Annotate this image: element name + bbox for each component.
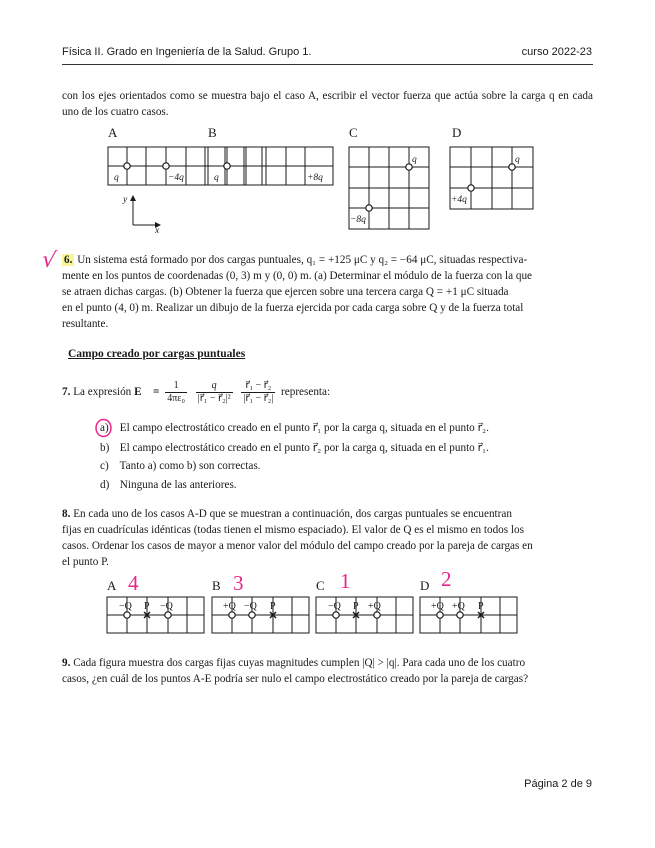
problem7-tail: representa: — [281, 386, 331, 399]
page-number: Página 2 de 9 — [524, 778, 592, 790]
fig8-A-label-2: P — [144, 601, 150, 612]
fig5-charge-D-other — [468, 185, 474, 191]
option-d-label: d) — [100, 479, 110, 491]
problem9-number: 9. — [62, 657, 71, 669]
fig5-case-D: D — [452, 125, 462, 140]
problem9-line2: casos, ¿en cuál de los puntos A-E podría ser nulo el campo electrostático creado por la pareja de cargas? — [62, 673, 529, 685]
problem6-line5: resultante. — [62, 318, 109, 330]
fig8-case-A: A — [107, 578, 117, 593]
fig8-rank-D: 2 — [441, 567, 452, 591]
fig5-label-D-other: +4q — [451, 195, 467, 205]
option-b — [100, 441, 489, 454]
frac3-num: r⃗₁ − r⃗₂ — [241, 380, 275, 393]
frac1-den: 4πε₀ — [167, 393, 185, 404]
problem8-line4: el punto P. — [62, 556, 109, 568]
fig8-B-label-3: P — [270, 601, 276, 612]
fig5-charge-A-q — [124, 163, 130, 169]
fig5-charge-A-other — [163, 163, 169, 169]
fig8-D-label-2: +Q — [452, 601, 465, 612]
fig8-case-C: C — [316, 578, 325, 593]
fig8-rank-A: 4 — [128, 571, 139, 595]
header-rule — [62, 64, 593, 65]
header-title: Física II. Grado en Ingeniería de la Salud. Grupo 1. — [62, 46, 312, 58]
fig8-A-label-3: −Q — [160, 601, 173, 612]
fig5-case-C: C — [349, 125, 358, 140]
option-d — [100, 479, 237, 491]
fig5-label-B-q: q — [214, 173, 219, 183]
problem6-number: 6. — [64, 254, 73, 266]
fig5-label-C-other: −8q — [350, 215, 366, 225]
fig8-rank-B: 3 — [233, 571, 244, 595]
problem6-line4: en el punto (4, 0) m. Realizar un dibujo de la fuerza ejercida por cada carga sobre Q y de la fuerza total — [62, 302, 524, 314]
problem7-E: E⃗ = — [134, 386, 160, 399]
frac2-den: |r⃗₁ − r⃗₂|² — [197, 393, 231, 404]
section-title: Campo creado por cargas puntuales — [68, 348, 246, 360]
fig5-case-A: A — [108, 125, 118, 140]
problem6-text — [62, 252, 593, 332]
header-course: curso 2022-23 — [521, 46, 592, 58]
frac2-num: q — [196, 380, 233, 393]
fig5-charge-C-other — [366, 205, 372, 211]
fig8-case-B: B — [212, 578, 221, 593]
intro-paragraph: con los ejes orientados como se muestra bajo el caso A, escribir el vector fuerza que actúa sobre la carga q en cada uno de los cuatro casos. — [62, 90, 593, 118]
fig5-label-D-q: q — [515, 155, 520, 165]
fig8-D-label-1: +Q — [431, 601, 444, 612]
frac1-num: 1 — [165, 380, 187, 393]
problem9-text — [62, 655, 593, 687]
fig5-label-A-other: −4q — [168, 173, 184, 183]
fig8-C-label-2: P — [353, 601, 359, 612]
option-c-text: Tanto a) como b) son correctas. — [119, 460, 261, 472]
problem8-line2: fijas en cuadrículas idénticas (todas tienen el mismo espaciado). El valor de Q es el mismo en todos los — [62, 524, 524, 536]
problem9-line1: Cada figura muestra dos cargas fijas cuyas magnitudes cumplen |Q| > |q|. Para cada uno de los cuatro — [73, 657, 526, 669]
problem7-number: 7. — [62, 386, 71, 399]
option-b-label: b) — [100, 442, 110, 454]
fig5-figure — [100, 122, 540, 234]
fig5-label-B-other: +8q — [307, 173, 323, 183]
frac3-den: |r⃗₁ − r⃗₂| — [243, 393, 274, 404]
fig8-C-label-1: −Q — [328, 601, 341, 612]
problem6-line2: mente en los puntos de coordenadas (0, 3) m y (0, 0) m. (a) Determinar el módulo de la fuerza con la que — [62, 270, 533, 282]
fig8-rank-C: 1 — [340, 569, 351, 593]
problem8-line1: En cada uno de los casos A-D que se muestran a continuación, dos cargas puntuales se encuentran — [73, 508, 512, 520]
check-mark-6: √ — [40, 247, 58, 274]
fig8-B-label-2: −Q — [244, 601, 257, 612]
option-c — [100, 460, 260, 472]
problem8-number: 8. — [62, 508, 71, 520]
fig5-label-C-q: q — [412, 155, 417, 165]
fig8-C-label-3: +Q — [368, 601, 381, 612]
fig5-axis-x: x — [155, 226, 160, 234]
option-a-label: a) — [100, 422, 109, 434]
fig8-figure — [100, 566, 520, 638]
option-d-text: Ninguna de las anteriores. — [119, 479, 237, 491]
option-b-text: El campo electrostático creado en el punto r⃗₂ por la carga q, situada en el punto r⃗₁. — [119, 442, 489, 454]
fig5-charge-B-q — [224, 163, 230, 169]
option-c-label: c) — [100, 460, 109, 472]
option-a — [100, 421, 489, 434]
problem6-line3: se atraen dichas cargas. (b) Obtener la fuerza que ejercen sobre una tercera carga Q = +1 μC situada — [62, 286, 509, 298]
problem8-line3: casos. Ordenar los casos de mayor a menor valor del módulo del campo creado por la pareja de cargas en — [62, 540, 533, 552]
fig5-case-B: B — [208, 125, 217, 140]
fig8-A-label-1: −Q — [119, 601, 132, 612]
fig8-B-label-1: +Q — [223, 601, 236, 612]
problem7-statement — [62, 380, 330, 405]
option-a-circle-mark — [94, 417, 114, 439]
fig5-label-A-q: q — [114, 173, 119, 183]
problem8-text — [62, 506, 593, 570]
fig5-axis-y: y — [123, 195, 128, 205]
fig8-D-label-3: P — [478, 601, 484, 612]
fig8-case-D: D — [420, 578, 430, 593]
option-a-text: El campo electrostático creado en el punto r⃗₁ por la carga q, situada en el punto r⃗₂. — [119, 422, 489, 434]
problem7-lead: La expresión — [73, 386, 132, 399]
problem6-line1: Un sistema está formado por dos cargas puntuales, q₁ = +125 μC y q₂ = −64 μC, situadas respectiva- — [77, 254, 528, 266]
